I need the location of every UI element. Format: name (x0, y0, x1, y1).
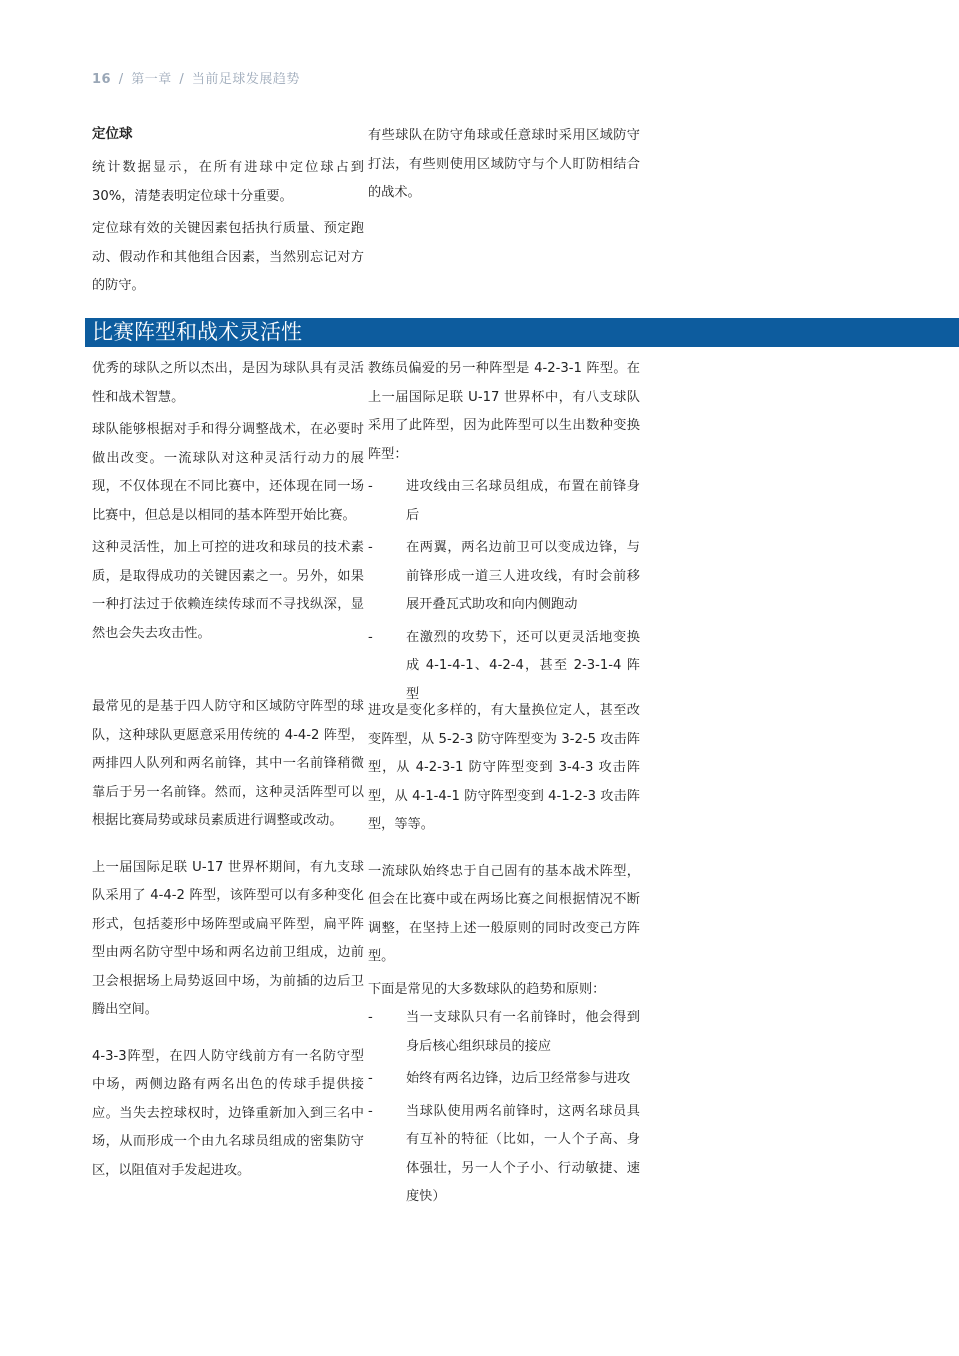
list-item-text: 当球队使用两名前锋时，这两名球员具有互补的特征（比如，一人个子高、身体强壮，另一人个子小、行动敏捷、速度快） (406, 1103, 640, 1204)
header-separator: / (114, 72, 129, 87)
body-paragraph: 一流球队始终忠于自己固有的基本战术阵型，但会在比赛中或在两场比赛之间根据情况不断调整，在坚持上述一般原则的同时改变己方阵型。 (368, 863, 640, 964)
list-dash: - (368, 540, 373, 555)
set-pieces-left (92, 124, 364, 301)
list-dash: - (368, 1071, 373, 1086)
formation-variation-list (368, 473, 640, 709)
body-paragraph: 这种灵活性，加上可控的进攻和球员的技术素质，是取得成功的关键因素之一。另外，如果一种打法过于依赖连续传球而不寻找纵深，显然也会失去攻击性。 (92, 540, 364, 641)
chapter-label: 第一章 (131, 72, 172, 87)
right-column (368, 355, 640, 713)
list-dash: - (368, 1103, 373, 1119)
running-header (92, 68, 300, 87)
set-pieces-heading: 定位球 (92, 126, 133, 142)
page-number: 16 (92, 72, 112, 87)
list-item (368, 1004, 640, 1061)
list-item (368, 473, 640, 530)
header-separator: / (174, 72, 189, 87)
body-paragraph: 下面是常见的大多数球队的趋势和原则： (368, 981, 606, 997)
body-paragraph: 优秀的球队之所以杰出，是因为球队具有灵活性和战术智慧。 (92, 361, 364, 405)
set-pieces-right (368, 122, 640, 208)
right-column-lower (368, 697, 640, 1216)
list-item (368, 1098, 640, 1212)
list-item-text: 始终有两名边锋，边后卫经常参与进攻 (406, 1071, 631, 1086)
list-dash: - (368, 629, 373, 645)
trends-list (368, 1004, 640, 1212)
body-paragraph: 进攻是变化多样的，有大量换位定人，甚至改变阵型，从 5-2-3 防守阵型变为 3-2-5 攻击阵型，从 4-2-3-1 防守阵型变到 3-4-3 攻击阵型，从 4-1-4-1 防守阵型变到 4-1-2-3 攻击阵型，等等。 (368, 703, 640, 832)
list-item-text: 在两翼，两名边前卫可以变成边锋，与前锋形成一道三人进攻线，有时会前移展开叠瓦式助攻和向内侧跑动 (406, 540, 640, 612)
body-paragraph: 4-3-3阵型，在四人防守线前方有一名防守型中场，两侧边路有两名出色的传球手提供接应。当失去控球权时，边锋重新加入到三名中场，从而形成一个由九名球员组成的密集防守区，以阻值对手发起进攻。 (92, 1048, 364, 1178)
left-column-lower (92, 693, 364, 1185)
list-item-text: 当一支球队只有一名前锋时，他会得到身后核心组织球员的接应 (406, 1010, 640, 1054)
set-pieces-paragraph: 定位球有效的关键因素包括执行质量、预定跑动、假动作和其他组合因素，当然别忘记对方的防守。 (92, 221, 364, 293)
left-column (92, 355, 364, 648)
body-paragraph: 教练员偏爱的另一种阵型是 4-2-3-1 阵型。在上一届国际足联 U-17 世界杯中，有八支球队采用了此阵型，因为此阵型可以生出数种变换阵型： (368, 361, 640, 462)
chapter-title: 当前足球发展趋势 (191, 72, 300, 87)
list-item (368, 1065, 640, 1094)
list-item (368, 534, 640, 620)
body-paragraph: 球队能够根据对手和得分调整战术，在必要时做出改变。一流球队对这种灵活行动力的展现，不仅体现在不同比赛中，还体现在同一场比赛中，但总是以相同的基本阵型开始比赛。 (92, 422, 364, 523)
section-title-bar: 比赛阵型和战术灵活性 (85, 318, 959, 347)
list-dash: - (368, 479, 373, 494)
set-pieces-paragraph: 有些球队在防守角球或任意球时采用区域防守打法，有些则使用区域防守与个人盯防相结合的战术。 (368, 128, 640, 200)
body-paragraph: 上一届国际足联 U-17 世界杯期间，有九支球队采用了 4-4-2 阵型，该阵型可以有多种变化形式，包括菱形中场阵型或扁平阵型，扁平阵型由两名防守型中场和两名边前卫组成，边前卫会根据场上局势返回中场，为前插的边后卫腾出空间。 (92, 859, 364, 1017)
body-paragraph: 最常见的是基于四人防守和区域防守阵型的球队，这种球队更愿意采用传统的 4-4-2 阵型，两排四人队列和两名前锋，其中一名前锋稍微靠后于另一名前锋。然而，这种灵活阵型可以根据比赛局势或球员素质进行调整或改动。 (92, 699, 364, 828)
set-pieces-paragraph: 统计数据显示，在所有进球中定位球占到30%，清楚表明定位球十分重要。 (92, 160, 364, 204)
list-item-text: 进攻线由三名球员组成，布置在前锋身后 (406, 479, 640, 523)
list-item-text: 在激烈的攻势下，还可以更灵活地变换成 4-1-4-1、4-2-4，甚至 2-3-1-4 阵型 (406, 629, 640, 702)
list-dash: - (368, 1010, 373, 1025)
